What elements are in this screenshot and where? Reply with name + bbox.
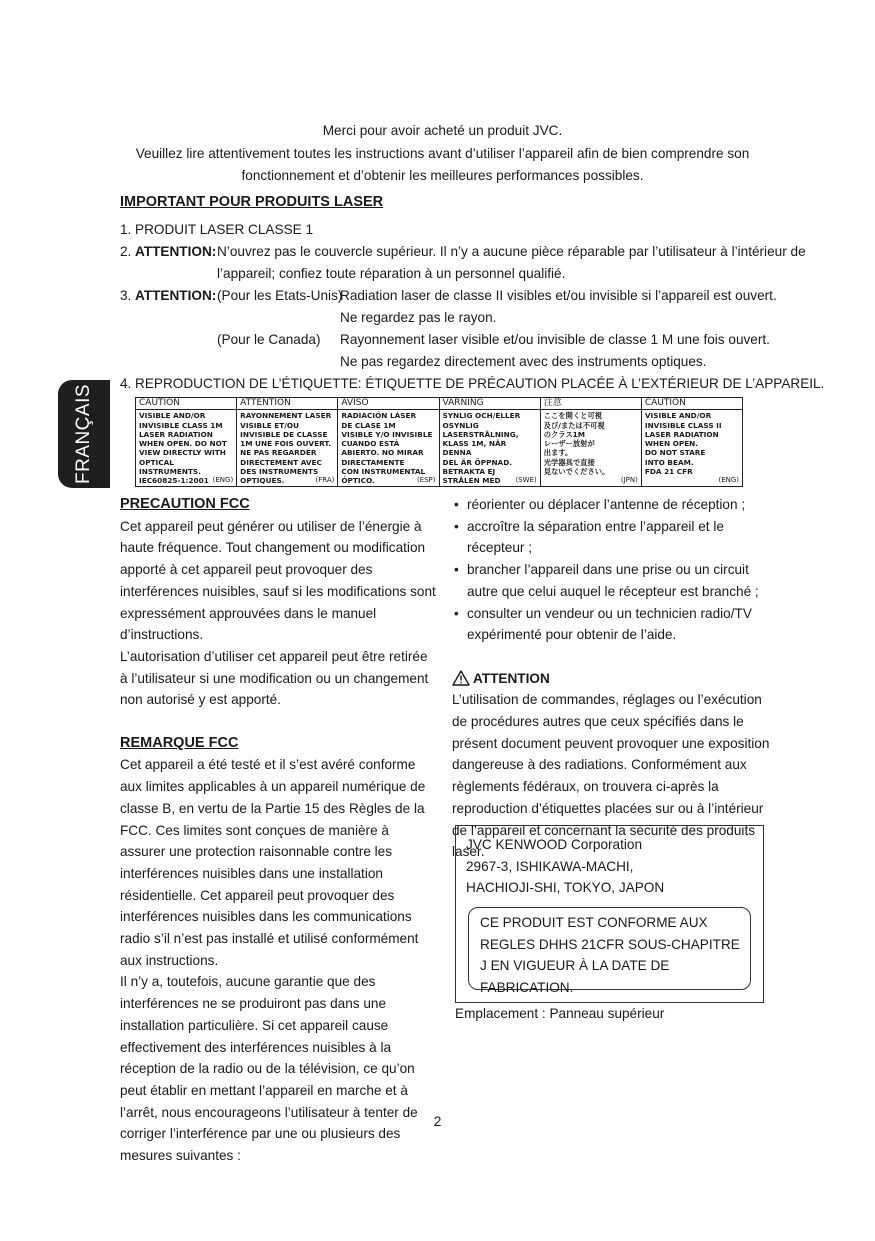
- caution-labels-strip: [135, 397, 743, 487]
- item-number: 1.: [120, 222, 132, 237]
- label-code: (SWE): [515, 475, 537, 484]
- label-body: RADIACIÓN LÁSER DE CLASE 1M VISIBLE Y/O INVISIBLE CUANDO ESTÁ ABIERTO. NO MIRAR DIRECTAMENTE CON INSTRUMENTAL ÓPTICO.: [341, 411, 433, 486]
- item-text: REPRODUCTION DE L’ÉTIQUETTE: ÉTIQUETTE DE PRÉCAUTION PLACÉE À L’EXTÉRIEUR DE L’APPAREIL.: [135, 376, 825, 391]
- item-text-line-1: N’ouvrez pas le couvercle supérieur. Il n’y a aucune pièce réparable par l’utilisateur à l’intérieur de: [217, 244, 806, 259]
- item-label: ATTENTION:: [135, 288, 217, 303]
- laser-item-4: [120, 373, 825, 395]
- label-body: VISIBLE AND/OR INVISIBLE CLASS II LASER RADIATION WHEN OPEN. DO NOT STARE INTO BEAM. FDA 21 CFR: [644, 411, 722, 477]
- measure-item: • accroître la séparation entre l’appareil et le récepteur ;: [452, 516, 777, 559]
- left-column: [120, 494, 438, 1167]
- caution-label-swe: [439, 398, 540, 486]
- laser-item-2: [120, 241, 806, 263]
- label-title: CAUTION: [642, 398, 742, 410]
- laser-item-3: [120, 285, 800, 307]
- label-location: Emplacement : Panneau supérieur: [455, 1006, 665, 1021]
- label-title: 注意: [541, 398, 641, 410]
- page-number: 2: [433, 1113, 442, 1129]
- fcc-precaution-para-2: L’autorisation d’utiliser cet appareil peut être retirée à l’utilisateur si une modification ou un changement non autorisé y est apporté.: [120, 648, 429, 708]
- label-code: (FRA): [315, 475, 335, 484]
- attention-heading: [452, 668, 777, 690]
- label-title: AVISO: [338, 398, 438, 410]
- language-label: FRANÇAIS: [73, 383, 94, 485]
- ca-text-line-1: Rayonnement laser visible et/ou invisible de classe 1 M une fois ouvert.: [340, 332, 770, 347]
- fcc-precaution-para-1: Cet appareil peut générer ou utiliser de l’énergie à haute fréquence. Tout changement ou modification apporté à cet appareil peut provoquer des interférences nuisibles, sauf si les modifications sont expressément approuvées dans le manuel d’instructions.: [120, 518, 436, 643]
- attention-title: ATTENTION: [473, 670, 550, 686]
- fcc-precaution-title: PRECAUTION FCC: [120, 496, 250, 512]
- caution-label-fra: [236, 398, 337, 486]
- fcc-remark-para-1: Cet appareil a été testé et il s’est avéré conforme aux limites applicables à un appareil numérique de classe B, en vertu de la Partie 15 des Règles de la FCC. Ces limites sont conçues de manière à assurer une protection raisonnable contre les interférences nuisibles dans une installation résidentielle. Cet appareil peut provoquer des interférences nuisibles dans les communications radio s’il n’est pas installé et utilisé conformément aux instructions.: [120, 757, 426, 968]
- label-body: VISIBLE AND/OR INVISIBLE CLASS 1M LASER RADIATION WHEN OPEN. DO NOT VIEW DIRECTLY WITH OPTICAL INSTRUMENTS. IEC60825-1:2001: [139, 411, 227, 486]
- us-text-line-1: Radiation laser de classe II visibles et/ou invisible si l’appareil est ouvert.: [340, 288, 777, 303]
- laser-item-3-ca: [120, 329, 800, 351]
- us-text-line-2: Ne regardez pas le rayon.: [340, 310, 497, 325]
- label-body: RAYONNEMENT LASER VISIBLE ET/OU INVISIBLE DE CLASSE 1M UNE FOIS OUVERT. NE PAS REGARDER DIRECTEMENT AVEC DES INSTRUMENTS OPTIQUES.: [240, 411, 332, 486]
- item-number: 4.: [120, 376, 132, 391]
- label-title: VARNING: [440, 398, 540, 410]
- label-title: ATTENTION: [237, 398, 337, 410]
- corporation-box: [455, 825, 764, 1003]
- intro-line-3: fonctionnement et d’obtenir les meilleures performances possibles.: [241, 168, 644, 183]
- compliance-text: CE PRODUIT EST CONFORME AUX REGLES DHHS 21CFR SOUS-CHAPITRE J EN VIGUEUR À LA DATE DE FABRICATION.: [480, 915, 740, 996]
- corp-address-line-1: 2967-3, ISHIKAWA-MACHI,: [466, 858, 634, 874]
- warning-triangle-icon: [452, 670, 470, 686]
- laser-list: [120, 219, 825, 395]
- caution-label-eng-fda: [641, 398, 742, 486]
- caution-label-eng: [136, 398, 236, 486]
- ca-region: (Pour le Canada): [217, 332, 321, 347]
- laser-item-2-cont: [120, 263, 800, 285]
- corporation-address: [466, 834, 664, 899]
- fcc-remark-title: REMARQUE FCC: [120, 734, 239, 751]
- fcc-remark-para-2: Il n’y a, toutefois, aucune garantie que des interférences ne se produiront pas dans une installation particulière. Si cet appareil cause effectivement des interférences nuisibles à la réception de la radio ou de la télévision, ce qu’on peut établir en mettant l’appareil en marche et à l’arrêt, nous encourageons l’utilisateur à tenter de corriger l’interférence par une ou plusieurs des mesures suivantes :: [120, 974, 418, 1164]
- laser-item-3-us-cont: [120, 307, 800, 329]
- label-code: (ENG): [212, 475, 234, 484]
- item-label: ATTENTION:: [135, 244, 217, 259]
- label-code: (ESP): [416, 475, 436, 484]
- laser-item-1: [120, 219, 800, 241]
- measure-item: • consulter un vendeur ou un technicien radio/TV expérimenté pour obtenir de l’aide.: [452, 603, 777, 646]
- item-text: PRODUIT LASER CLASSE 1: [135, 222, 314, 237]
- label-code: (JPN): [620, 475, 638, 484]
- measure-item: • brancher l’appareil dans une prise ou un circuit autre que celui auquel le récepteur est branché ;: [452, 559, 777, 602]
- laser-item-3-ca-cont: [120, 351, 800, 373]
- label-body: SYNLIG OCH/ELLER OSYNLIG LASERSTRÅLNING, KLASS 1M, NÄR DENNA DEL ÄR ÖPPNAD. BETRAKTA EJ STRÅLEN MED: [442, 411, 521, 486]
- item-text-line-2: l’appareil; confiez toute réparation à un personnel qualifié.: [217, 266, 566, 281]
- intro-line-1: Merci pour avoir acheté un produit JVC.: [322, 123, 563, 138]
- measure-item: • réorienter ou déplacer l’antenne de réception ;: [452, 494, 777, 516]
- compliance-box: [468, 907, 751, 996]
- label-body: ここを開くと可視 及び/または不可視 のクラス1M レーザー放射が 出ます。 光学器具で直接 見ないでください。: [543, 411, 610, 477]
- right-column: [452, 494, 777, 863]
- item-number: 3.: [120, 288, 132, 303]
- label-code: (ENG): [718, 475, 740, 484]
- ca-text-line-2: Ne pas regardez directement avec des instruments optiques.: [340, 354, 707, 369]
- attention-body: L’utilisation de commandes, réglages ou l’exécution de procédures autres que ceux spécifiés dans le présent document peuvent provoquer une exposition dangereuse à des radiations. Conformément aux règlements fédéraux, on trouvera ci-après la reproduction d’étiquettes placées sur ou à l’intérieur de l’appareil et concernant la sécurité des produits laser.: [452, 692, 770, 860]
- laser-section-title: IMPORTANT POUR PRODUITS LASER: [120, 194, 384, 210]
- language-side-tab: [58, 380, 110, 488]
- intro: [120, 120, 765, 188]
- intro-line-2: Veuillez lire attentivement toutes les instructions avant d’utiliser l’appareil afin de bien comprendre son: [135, 145, 750, 161]
- item-number: 2.: [120, 244, 132, 259]
- caution-label-esp: [337, 398, 438, 486]
- label-title: CAUTION: [136, 398, 236, 410]
- caution-label-jpn: [540, 398, 641, 486]
- corp-address-line-2: HACHIOJI-SHI, TOKYO, JAPON: [466, 880, 665, 896]
- corp-name: JVC KENWOOD Corporation: [466, 837, 643, 852]
- us-region: (Pour les Etats-Unis): [217, 288, 343, 303]
